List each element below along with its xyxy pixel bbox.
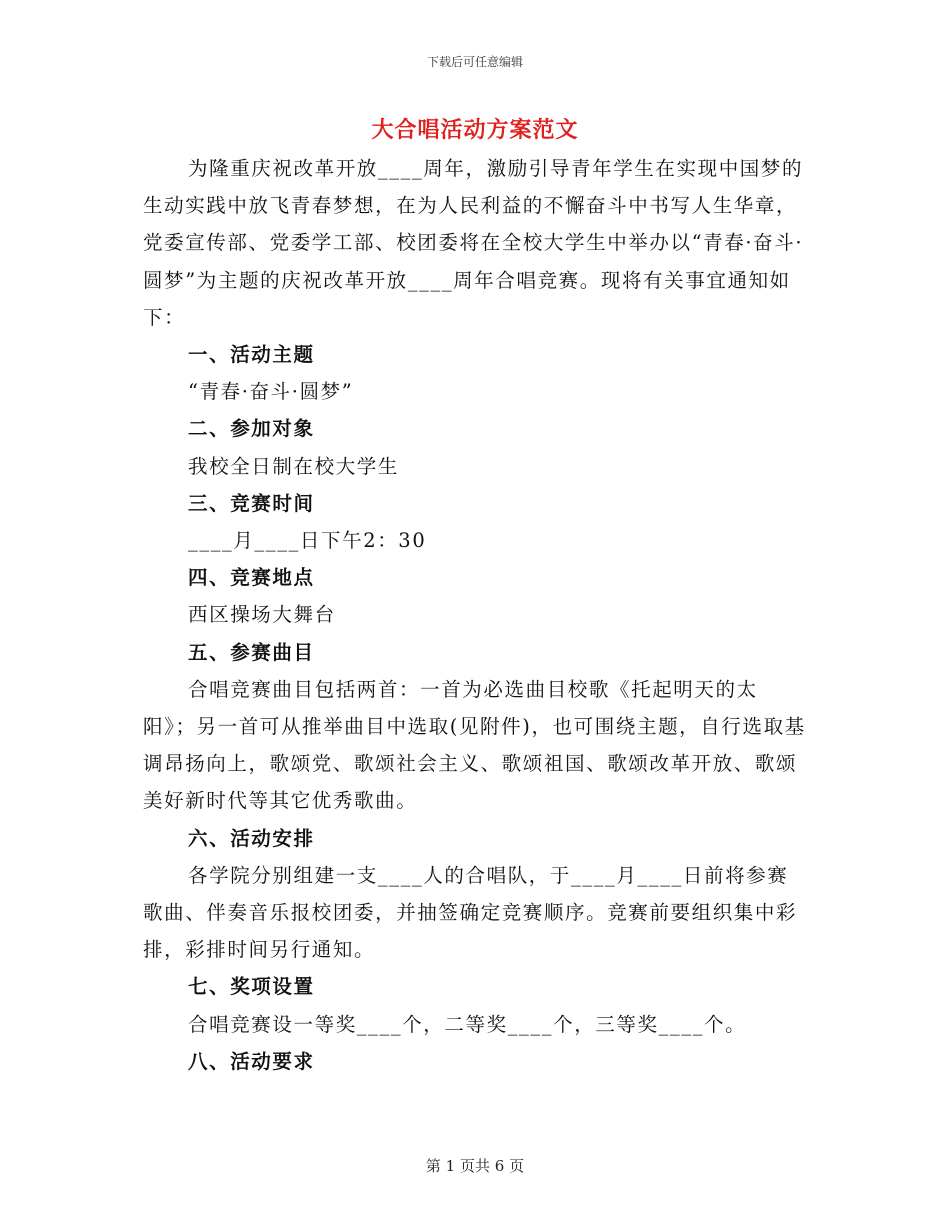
section-heading-time: 三、竞赛时间 xyxy=(188,491,315,515)
section-body-venue: 西区操场大舞台 xyxy=(188,603,336,627)
section-heading-requirements: 八、活动要求 xyxy=(188,1049,315,1073)
intro-paragraph: 为隆重庆祝改革开放____周年，激励引导青年学生在实现中国梦的生动实践中放飞青春梦想，在为人民利益的不懈奋斗中书写人生华章，党委宣传部、党委学工部、校团委将在全校大学生中举办以“青春·奋斗·圆梦”为主题的庆祝改革开放____周年合唱竞赛。现将有关事宜通知如下： xyxy=(143,157,804,329)
section-body-theme: “青春·奋斗·圆梦” xyxy=(188,380,354,404)
section-heading-arrangement: 六、活动安排 xyxy=(188,826,315,850)
document-body xyxy=(143,150,809,1080)
section-body-participants: 我校全日制在校大学生 xyxy=(188,454,400,478)
section-heading-theme: 一、活动主题 xyxy=(188,343,315,367)
section-heading-awards: 七、奖项设置 xyxy=(188,975,315,999)
document-title: 大合唱活动方案范文 xyxy=(371,117,579,143)
section-heading-songs: 五、参赛曲目 xyxy=(188,640,315,664)
section-body-arrangement: 各学院分别组建一支____人的合唱队，于____月____日前将参赛歌曲、伴奏音乐报校团委，并抽签确定竞赛顺序。竞赛前要组织集中彩排，彩排时间另行通知。 xyxy=(143,863,798,962)
section-body-awards: 合唱竞赛设一等奖____个，二等奖____个，三等奖____个。 xyxy=(188,1012,747,1036)
page-footer: 第 1 页共 6 页 xyxy=(425,1157,525,1175)
section-heading-venue: 四、竞赛地点 xyxy=(188,566,315,590)
section-body-time: ____月____日下午2：30 xyxy=(188,529,427,553)
section-heading-participants: 二、参加对象 xyxy=(188,417,315,441)
section-body-songs: 合唱竞赛曲目包括两首：一首为必选曲目校歌《托起明天的太阳》；另一首可从推举曲目中选取(见附件)，也可围绕主题，自行选取基调昂扬向上，歌颂党、歌颂社会主义、歌颂祖国、歌颂改革开放、歌颂美好新时代等其它优秀歌曲。 xyxy=(143,677,806,813)
page-header: 下载后可任意编辑 xyxy=(426,55,523,69)
